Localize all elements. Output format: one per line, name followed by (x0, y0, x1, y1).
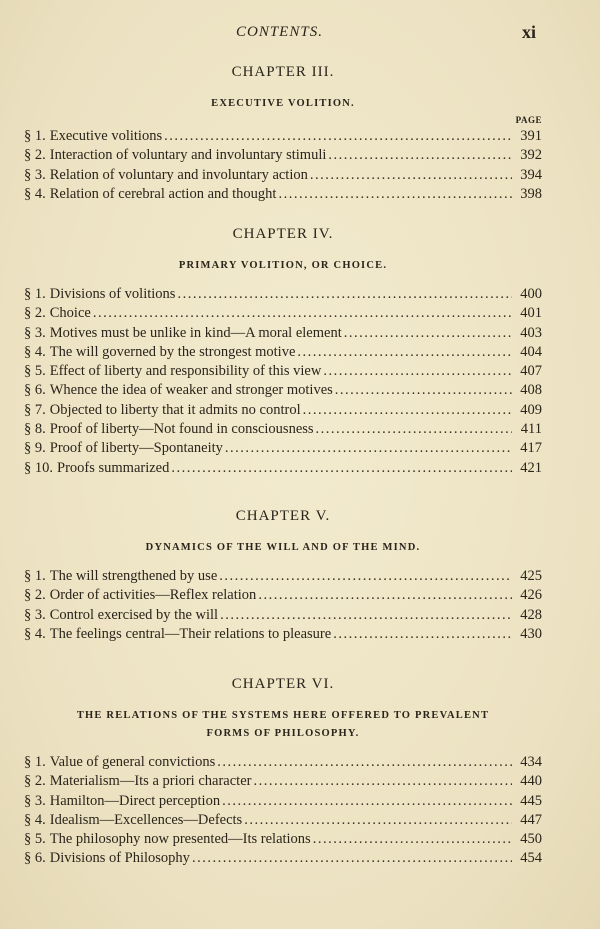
section-number: § 3. (24, 792, 46, 809)
dot-leader (335, 381, 512, 400)
toc-entry (24, 362, 542, 381)
toc-entry (24, 343, 542, 362)
entry-title: Idealism—Excellences—Defects (49, 811, 243, 828)
dot-leader (225, 439, 512, 458)
entry-page-number: 417 (520, 440, 542, 457)
dot-leader (93, 304, 512, 323)
section-number: § 8. (24, 421, 46, 438)
toc-entry (24, 166, 542, 185)
chapter-section (24, 226, 542, 478)
section-number: § 1. (24, 568, 46, 584)
dot-leader (217, 753, 512, 772)
chapter-subtitle-line-2: FORMS OF PHILOSOPHY. (206, 728, 360, 739)
entry-title: Choice (49, 305, 91, 322)
toc-entry (24, 459, 542, 478)
entry-page-number: 447 (520, 811, 542, 828)
toc-entry (24, 792, 542, 811)
entry-list (24, 567, 542, 644)
entry-list (24, 285, 542, 478)
chapter-heading: CHAPTER III. (231, 64, 335, 80)
section-number: § 3. (24, 324, 46, 341)
entry-page-number: 400 (520, 286, 542, 302)
entry-title: The feelings central—Their relations to pleasure (49, 625, 332, 642)
dot-leader (333, 625, 512, 644)
toc-entry (24, 185, 542, 204)
chapter-subtitle: PRIMARY VOLITION, OR CHOICE. (178, 260, 388, 271)
toc-entry (24, 606, 542, 625)
dot-leader (171, 459, 512, 478)
entry-title: Objected to liberty that it admits no control (49, 401, 301, 418)
section-number: § 1. (24, 754, 46, 770)
entry-page-number: 408 (520, 382, 542, 399)
toc-entry (24, 285, 542, 304)
section-number: § 4. (24, 625, 46, 642)
toc-entry (24, 304, 542, 323)
entry-title: Materialism—Its a priori character (49, 773, 252, 790)
chapter-subtitle: EXECUTIVE VOLITION. (211, 98, 355, 109)
entry-title: Value of general convictions (49, 754, 216, 770)
toc-entry (24, 324, 542, 343)
dot-leader (220, 606, 512, 625)
dot-leader (219, 567, 512, 586)
chapter-heading: CHAPTER V. (235, 508, 331, 524)
section-number: § 2. (24, 587, 46, 604)
dot-leader (222, 792, 512, 811)
entry-title: Interaction of voluntary and involuntary stimuli (49, 147, 327, 164)
section-number: § 2. (24, 147, 46, 164)
entry-page-number: 403 (520, 324, 542, 341)
section-number: § 3. (24, 606, 46, 623)
entry-page-number: 454 (520, 850, 542, 867)
entry-title: The will governed by the strongest motive (49, 343, 296, 360)
dot-leader (258, 586, 512, 605)
entry-page-number: 394 (520, 166, 542, 183)
chapter-section (24, 508, 542, 644)
section-number: § 5. (24, 831, 46, 848)
section-number: § 6. (24, 382, 46, 399)
toc-entry (24, 586, 542, 605)
entry-page-number: 404 (520, 343, 542, 360)
entry-title: The will strengthened by use (49, 568, 218, 584)
dot-leader (303, 401, 512, 420)
entry-title: Order of activities—Reflex relation (49, 587, 257, 604)
toc-entry (24, 567, 542, 586)
entry-title: Executive volitions (49, 128, 163, 144)
entry-page-number: 392 (520, 147, 542, 164)
toc-entry (24, 439, 542, 458)
page-number: xi (522, 22, 537, 42)
entry-page-number: 407 (520, 363, 542, 380)
entry-title: Whence the idea of weaker and stronger motives (49, 382, 333, 399)
entry-title: The philosophy now presented—Its relations (49, 831, 311, 848)
section-number: § 4. (24, 811, 46, 828)
entry-title: Control exercised by the will (49, 606, 219, 623)
entry-page-number: 425 (520, 568, 542, 584)
toc-entry (24, 127, 542, 146)
entry-page-number: 391 (520, 128, 542, 144)
entry-page-number: 430 (520, 625, 542, 642)
section-number: § 5. (24, 363, 46, 380)
entry-list (24, 127, 542, 204)
entry-page-number: 409 (520, 401, 542, 418)
section-number: § 4. (24, 343, 46, 360)
dot-leader (344, 324, 512, 343)
dot-leader (297, 343, 512, 362)
dot-leader (310, 166, 512, 185)
section-number: § 4. (24, 185, 46, 202)
dot-leader (244, 811, 512, 830)
entry-title: Motives must be unlike in kind—A moral element (49, 324, 342, 341)
toc-entry (24, 420, 542, 439)
entry-title: Divisions of Philosophy (49, 850, 190, 867)
entry-title: Proofs summarized (57, 459, 170, 476)
dot-leader (177, 285, 512, 304)
chapter-section (24, 64, 542, 204)
entry-page-number: 434 (520, 754, 542, 770)
page-column-label: PAGE (515, 115, 542, 125)
dot-leader (328, 146, 512, 165)
section-number: § 2. (24, 773, 46, 790)
toc-entry (24, 381, 542, 400)
toc-entry (24, 146, 542, 165)
entry-page-number: 450 (520, 831, 542, 848)
entry-title: Proof of liberty—Spontaneity (49, 440, 223, 457)
dot-leader (316, 420, 512, 439)
entry-page-number: 398 (520, 185, 542, 202)
dot-leader (278, 185, 512, 204)
entry-page-number: 426 (520, 587, 542, 604)
entry-title: Hamilton—Direct perception (49, 792, 221, 809)
entry-page-number: 428 (520, 606, 542, 623)
entry-page-number: 401 (520, 305, 542, 322)
toc-entry (24, 772, 542, 791)
entry-title: Relation of cerebral action and thought (49, 185, 277, 202)
section-number: § 9. (24, 440, 46, 457)
section-number: § 7. (24, 401, 46, 418)
section-number: § 1. (24, 286, 46, 302)
toc-entry (24, 401, 542, 420)
entry-page-number: 440 (520, 773, 542, 790)
chapter-subtitle: DYNAMICS OF THE WILL AND OF THE MIND. (145, 542, 421, 553)
entry-title: Proof of liberty—Not found in consciousness (49, 421, 314, 438)
chapter-heading: CHAPTER VI. (231, 676, 335, 692)
toc-entry (24, 849, 542, 868)
toc-entry (24, 811, 542, 830)
dot-leader (323, 362, 512, 381)
toc-entry (24, 625, 542, 644)
entry-list (24, 753, 542, 869)
dot-leader (313, 830, 512, 849)
running-head: CONTENTS. (236, 24, 323, 40)
entry-title: Relation of voluntary and involuntary action (49, 166, 308, 183)
section-number: § 2. (24, 305, 46, 322)
entry-page-number: 421 (520, 459, 542, 476)
dot-leader (164, 127, 512, 146)
section-number: § 1. (24, 128, 46, 144)
chapter-subtitle: THE RELATIONS OF THE SYSTEMS HERE OFFERED TO PREVALENT (76, 710, 490, 721)
entry-page-number: 445 (520, 792, 542, 809)
entry-page-number: 411 (520, 421, 542, 438)
section-number: § 6. (24, 850, 46, 867)
dot-leader (253, 772, 512, 791)
entry-title: Divisions of volitions (49, 286, 176, 302)
entry-title: Effect of liberty and responsibility of this view (49, 363, 322, 380)
section-number: § 10. (24, 459, 53, 476)
section-number: § 3. (24, 166, 46, 183)
toc-entry (24, 753, 542, 772)
toc-entry (24, 830, 542, 849)
chapter-section (24, 676, 542, 869)
chapter-heading: CHAPTER IV. (232, 226, 334, 242)
dot-leader (192, 849, 512, 868)
